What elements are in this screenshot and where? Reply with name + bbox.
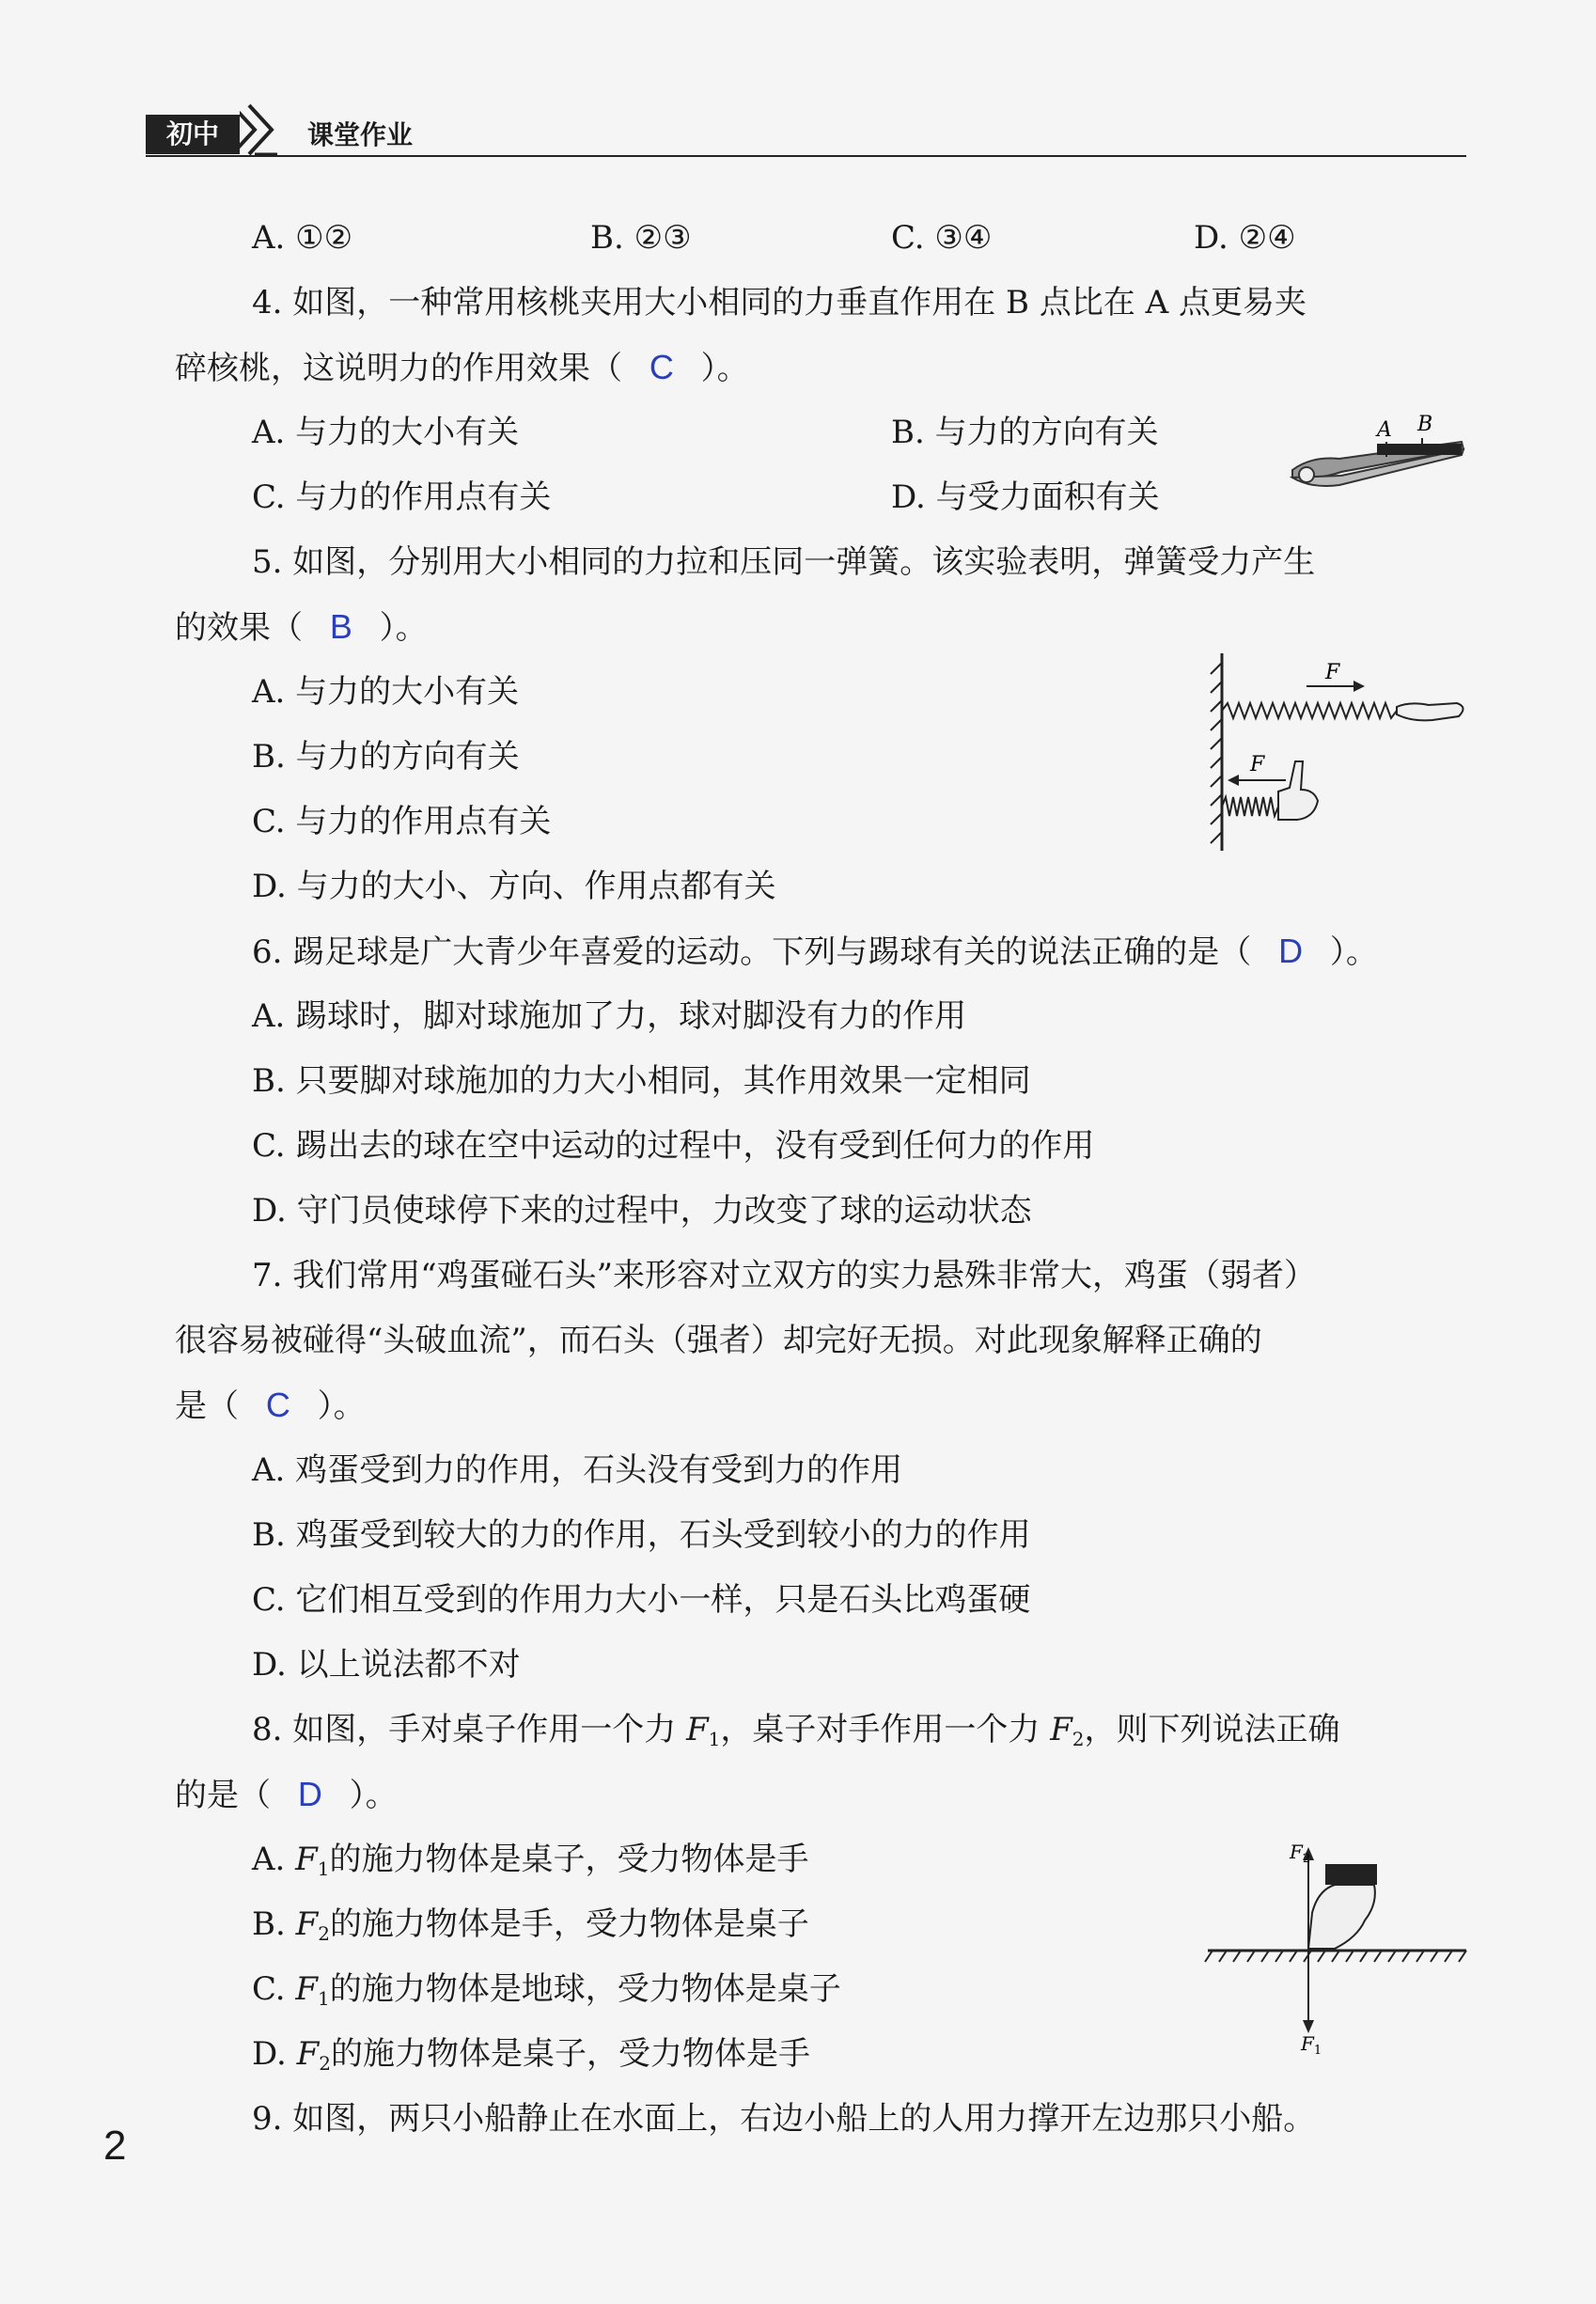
q3-option-a: A. ①②	[252, 219, 353, 257]
q4-option-b: B. 与力的方向有关	[891, 414, 1159, 451]
page-number: 2	[103, 2123, 127, 2169]
q7-text-line3: 是（ C ）。	[175, 1386, 366, 1425]
q3-option-c: C. ③④	[891, 219, 993, 257]
q8-option-c: C. $F_1$的施力物体是地球，受力物体是桌子	[252, 1970, 841, 2010]
q7-option-c: C. 它们相互受到的作用力大小一样，只是石头比鸡蛋硬	[252, 1581, 1031, 1619]
header-title: 课堂作业	[307, 119, 414, 150]
q5-option-d: D. 与力的大小、方向、作用点都有关	[252, 868, 776, 905]
q5-option-c: C. 与力的作用点有关	[252, 803, 552, 840]
q4-option-c: C. 与力的作用点有关	[252, 478, 552, 516]
spring-force-label-bottom: F	[1250, 753, 1265, 776]
q8-option-a: A. $F_1$的施力物体是桌子，受力物体是手	[252, 1841, 809, 1880]
q4-text-line2: 碎核桃，这说明力的作用效果（ C ）。	[175, 348, 749, 387]
q8-option-d: D. $F_2$的施力物体是桌子，受力物体是手	[252, 2035, 810, 2075]
q8-option-b: B. $F_2$的施力物体是手，受力物体是桌子	[252, 1905, 809, 1945]
q9-text: 9. 如图，两只小船静止在水面上，右边小船上的人用力撑开左边那只小船。	[252, 2100, 1316, 2138]
q3-option-d: D. ②④	[1194, 219, 1296, 257]
q6-option-d: D. 守门员使球停下来的过程中，力改变了球的运动状态	[252, 1192, 1032, 1230]
q6-text: 6. 踢足球是广大青少年喜爱的运动。下列与踢球有关的说法正确的是（ D ）。	[252, 932, 1378, 971]
nutcracker-label-b: B	[1417, 413, 1433, 436]
q6-option-a: A. 踢球时，脚对球施加了力，球对脚没有力的作用	[252, 997, 967, 1035]
q7-option-b: B. 鸡蛋受到较大的力的作用，石头受到较小的力的作用	[252, 1516, 1031, 1554]
q5-text-line1: 5. 如图，分别用大小相同的力拉和压同一弹簧。该实验表明，弹簧受力产生	[252, 543, 1316, 581]
q6-option-c: C. 踢出去的球在空中运动的过程中，没有受到任何力的作用	[252, 1127, 1095, 1165]
nutcracker-figure	[1283, 404, 1471, 498]
q5-text-line2: 的效果（ B ）。	[175, 607, 428, 647]
q4-option-a: A. 与力的大小有关	[252, 414, 520, 451]
spring-force-label-top: F	[1325, 661, 1340, 684]
q6-option-b: B. 只要脚对球施加的力大小相同，其作用效果一定相同	[252, 1062, 1031, 1100]
hand-table-figure	[1203, 1838, 1476, 2054]
q7-text-line1: 7. 我们常用“鸡蛋碰石头”来形容对立双方的实力悬殊非常大，鸡蛋（弱者）	[252, 1257, 1317, 1294]
q4-answer: C	[649, 348, 674, 386]
q8-text-line2: 的是（ D ）。	[175, 1775, 398, 1814]
force-label-f2: $F_2$	[1290, 1841, 1311, 1866]
force-label-f1: $F_1$	[1301, 2032, 1322, 2054]
header-rule	[146, 155, 1466, 157]
q6-answer: D	[1278, 932, 1304, 970]
q7-text-line2: 很容易被碰得“头破血流”，而石头（强者）却完好无损。对此现象解释正确的	[175, 1322, 1262, 1359]
q5-answer: B	[329, 607, 352, 646]
q4-option-d: D. 与受力面积有关	[891, 478, 1160, 516]
header-tab: 初中	[146, 115, 240, 154]
page-header	[146, 102, 1466, 160]
spring-figure	[1203, 649, 1476, 855]
q8-answer: D	[297, 1775, 322, 1813]
q3-option-b: B. ②③	[590, 219, 692, 257]
nutcracker-label-a: A	[1377, 418, 1392, 442]
q5-option-b: B. 与力的方向有关	[252, 738, 520, 776]
q4-text-line1: 4. 如图，一种常用核桃夹用大小相同的力垂直作用在 B 点比在 A 点更易夹	[252, 284, 1307, 321]
q7-option-d: D. 以上说法都不对	[252, 1646, 521, 1684]
q5-option-a: A. 与力的大小有关	[252, 673, 520, 711]
q7-option-a: A. 鸡蛋受到力的作用，石头没有受到力的作用	[252, 1451, 903, 1489]
q8-text-line1: 8. 如图，手对桌子作用一个力 $F_1$，桌子对手作用一个力 $F_2$，则下列说法正确	[252, 1711, 1340, 1750]
q7-answer: C	[265, 1386, 290, 1424]
